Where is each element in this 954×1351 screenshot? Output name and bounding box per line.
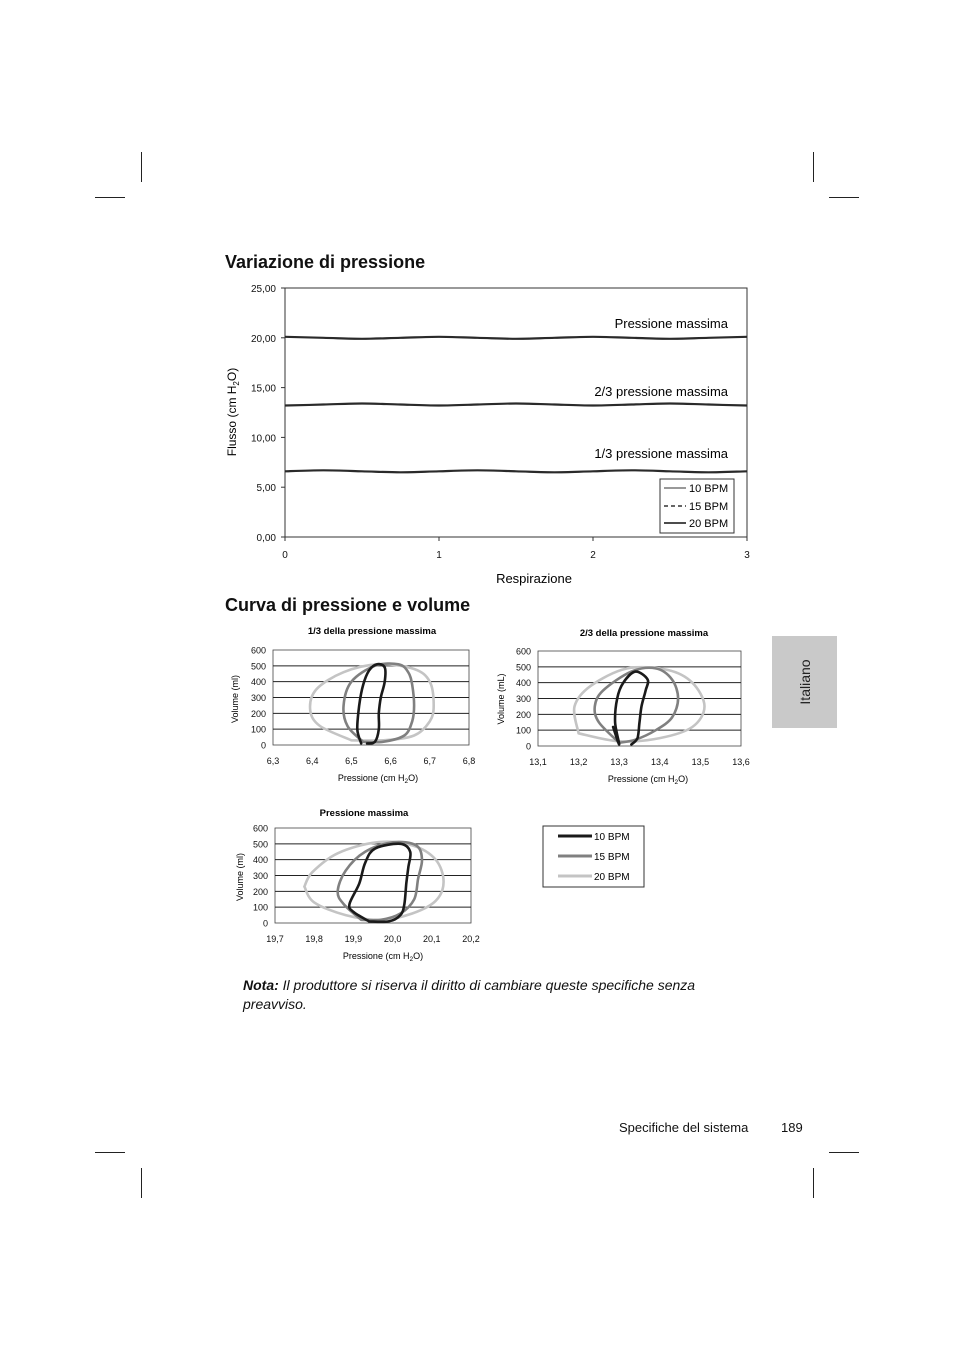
line-label-two-thirds: 2/3 pressione massima <box>594 384 728 399</box>
x-tick-label: 13,1 <box>529 757 547 767</box>
x-axis-label: Pressione (cm $H_2O$) <box>342 951 424 963</box>
x-tick-label: 13,4 <box>651 757 669 767</box>
page-number: 189 <box>781 1120 803 1135</box>
y-tick-label: 200 <box>250 708 266 719</box>
legend-label-10bpm: 10 BPM <box>594 832 630 843</box>
x-tick-label: 6,3 <box>266 756 280 766</box>
y-tick-label: 0,00 <box>256 533 276 544</box>
y-tick-label: 25,00 <box>250 284 276 295</box>
y-axis-label: Volume (mL) <box>496 673 506 725</box>
x-tick-label: 13,6 <box>732 757 750 767</box>
x-axis-label: Pressione (cm $H_2O$) <box>337 773 419 785</box>
line-label-max: Pressione massima <box>614 316 728 331</box>
x-tick-label: 2 <box>590 550 596 561</box>
legend-label-20bpm: 20 BPM <box>689 518 729 530</box>
line-label-one-third: 1/3 pressione massima <box>594 446 728 461</box>
y-tick-label: 400 <box>250 677 266 688</box>
pv-loop-10-bpm <box>357 664 385 743</box>
legend-label-20bpm: 20 BPM <box>594 872 630 883</box>
x-tick-label: 20,1 <box>423 934 441 944</box>
note-label: Nota: <box>243 977 279 993</box>
y-tick-label: 300 <box>515 694 531 704</box>
y-tick-label: 20,00 <box>250 333 276 345</box>
y-axis-label: Volume (ml) <box>230 674 240 724</box>
footer-section: Specifiche del sistema <box>619 1120 749 1135</box>
x-tick-label: 6,6 <box>384 756 397 766</box>
chart-title-two-thirds: 2/3 della pressione massima <box>579 628 709 639</box>
x-tick-label: 20,0 <box>383 934 402 944</box>
chart-legend <box>660 479 734 533</box>
x-tick-label: 6,4 <box>305 756 319 766</box>
x-tick-label: 19,9 <box>344 934 363 944</box>
x-tick-label: 6,8 <box>462 756 476 766</box>
x-tick-label: 0 <box>282 550 288 561</box>
y-axis-label: Flusso (cm $H_2O$) <box>225 367 241 457</box>
x-tick-label: 19,7 <box>266 934 284 944</box>
x-tick-label: 19,8 <box>305 934 323 944</box>
y-tick-label: 600 <box>515 646 531 657</box>
y-tick-label: 200 <box>515 709 531 720</box>
y-tick-label: 400 <box>252 855 268 866</box>
legend-label-10bpm: 10 BPM <box>689 483 729 495</box>
x-tick-label: 13,2 <box>569 757 588 767</box>
x-tick-label: 13,3 <box>610 757 628 767</box>
x-tick-label: 20,2 <box>462 934 480 944</box>
note <box>243 976 743 1014</box>
x-axis-label: Pressione (cm $H_2O$) <box>607 774 689 786</box>
x-tick-label: 6,7 <box>423 756 437 766</box>
series-line-1 <box>285 337 747 339</box>
pv-loop-20-bpm <box>304 842 443 920</box>
y-tick-label: 200 <box>252 886 268 897</box>
y-tick-label: 500 <box>252 839 268 850</box>
y-tick-label: 600 <box>250 645 266 656</box>
y-tick-label: 500 <box>250 661 266 672</box>
y-axis-label: Volume (ml) <box>235 852 245 902</box>
series-line-2 <box>285 404 747 406</box>
pv-legend <box>543 826 644 887</box>
pressure-variation-chart <box>225 288 747 586</box>
y-tick-label: 0 <box>262 918 268 929</box>
y-tick-label: 0 <box>525 741 531 752</box>
section-heading-pressure-variation: Variazione di pressione <box>225 252 426 272</box>
chart-title-max: Pressione massima <box>319 808 409 819</box>
note-text: Il produttore si riserva il diritto di cambiare queste specifiche senza preavviso. <box>243 977 696 1012</box>
pv-loop-15-bpm <box>595 668 678 743</box>
x-tick-label: 6,5 <box>345 756 358 766</box>
y-tick-label: 400 <box>515 678 531 689</box>
legend-label-15bpm: 15 BPM <box>689 501 729 513</box>
y-tick-label: 10,00 <box>250 433 276 445</box>
y-tick-label: 500 <box>515 662 531 673</box>
series-line-3 <box>285 470 747 472</box>
y-tick-label: 300 <box>252 871 268 881</box>
x-tick-label: 1 <box>436 550 442 561</box>
y-tick-label: 300 <box>250 693 266 703</box>
x-axis-label: Respirazione <box>496 571 572 586</box>
legend-label-15bpm: 15 BPM <box>594 852 630 863</box>
x-tick-label: 13,5 <box>691 757 710 767</box>
x-tick-label: 3 <box>744 550 750 561</box>
language-tab-label: Italiano <box>796 659 813 705</box>
y-tick-label: 100 <box>250 724 266 735</box>
section-heading-pressure-volume: Curva di pressione e volume <box>225 595 471 615</box>
y-tick-label: 100 <box>252 902 268 913</box>
y-tick-label: 0 <box>260 740 266 751</box>
y-tick-label: 600 <box>252 823 268 834</box>
y-tick-label: 15,00 <box>250 383 276 395</box>
chart-title-one-third: 1/3 della pressione massima <box>307 626 437 637</box>
y-tick-label: 100 <box>515 725 531 736</box>
y-tick-label: 5,00 <box>256 483 276 495</box>
